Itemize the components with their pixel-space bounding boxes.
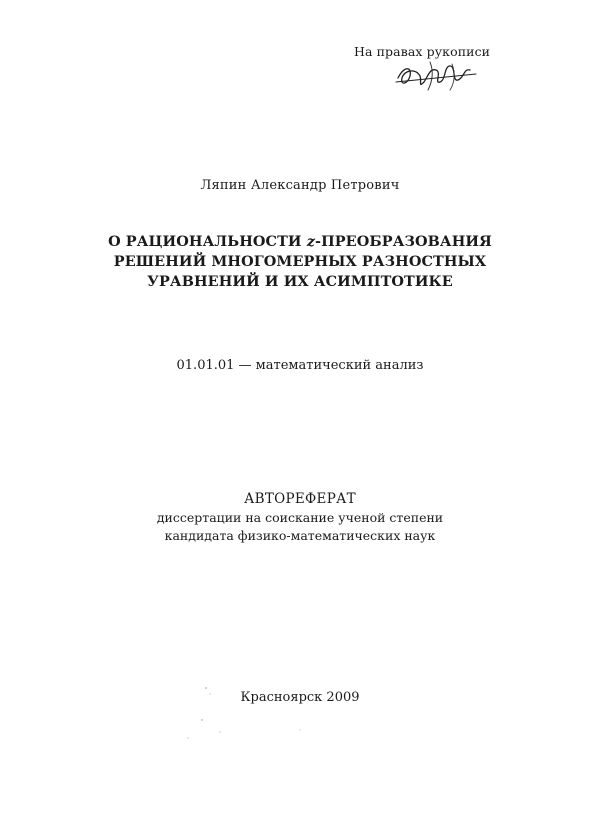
title-line-1-start: О РАЦИОНАЛЬНОСТИ xyxy=(108,233,307,250)
abstract-line-1: диссертации на соискание ученой степени xyxy=(156,510,444,525)
manuscript-note: На правах рукописи xyxy=(354,44,491,59)
title-variable-z: z xyxy=(306,233,315,250)
specialty-code: 01.01.01 — математический анализ xyxy=(176,358,424,373)
title-line-1 xyxy=(80,232,520,252)
abstract-line-2: кандидата физико-математических наук xyxy=(164,528,436,543)
dissertation-title xyxy=(80,232,520,292)
title-line-2: РЕШЕНИЙ МНОГОМЕРНЫХ РАЗНОСТНЫХ xyxy=(113,253,487,270)
scan-specks xyxy=(180,680,340,740)
handwritten-signature xyxy=(394,58,480,92)
title-line-3: УРАВНЕНИЙ И ИХ АСИМПТОТИКЕ xyxy=(147,273,453,290)
city-year: Красноярск 2009 xyxy=(240,690,360,705)
abstract-heading: АВТОРЕФЕРАТ xyxy=(244,491,356,507)
author-name: Ляпин Александр Петрович xyxy=(200,178,400,193)
title-line-1-end: -ПРЕОБРАЗОВАНИЯ xyxy=(315,233,492,250)
abstract-block xyxy=(0,489,600,545)
